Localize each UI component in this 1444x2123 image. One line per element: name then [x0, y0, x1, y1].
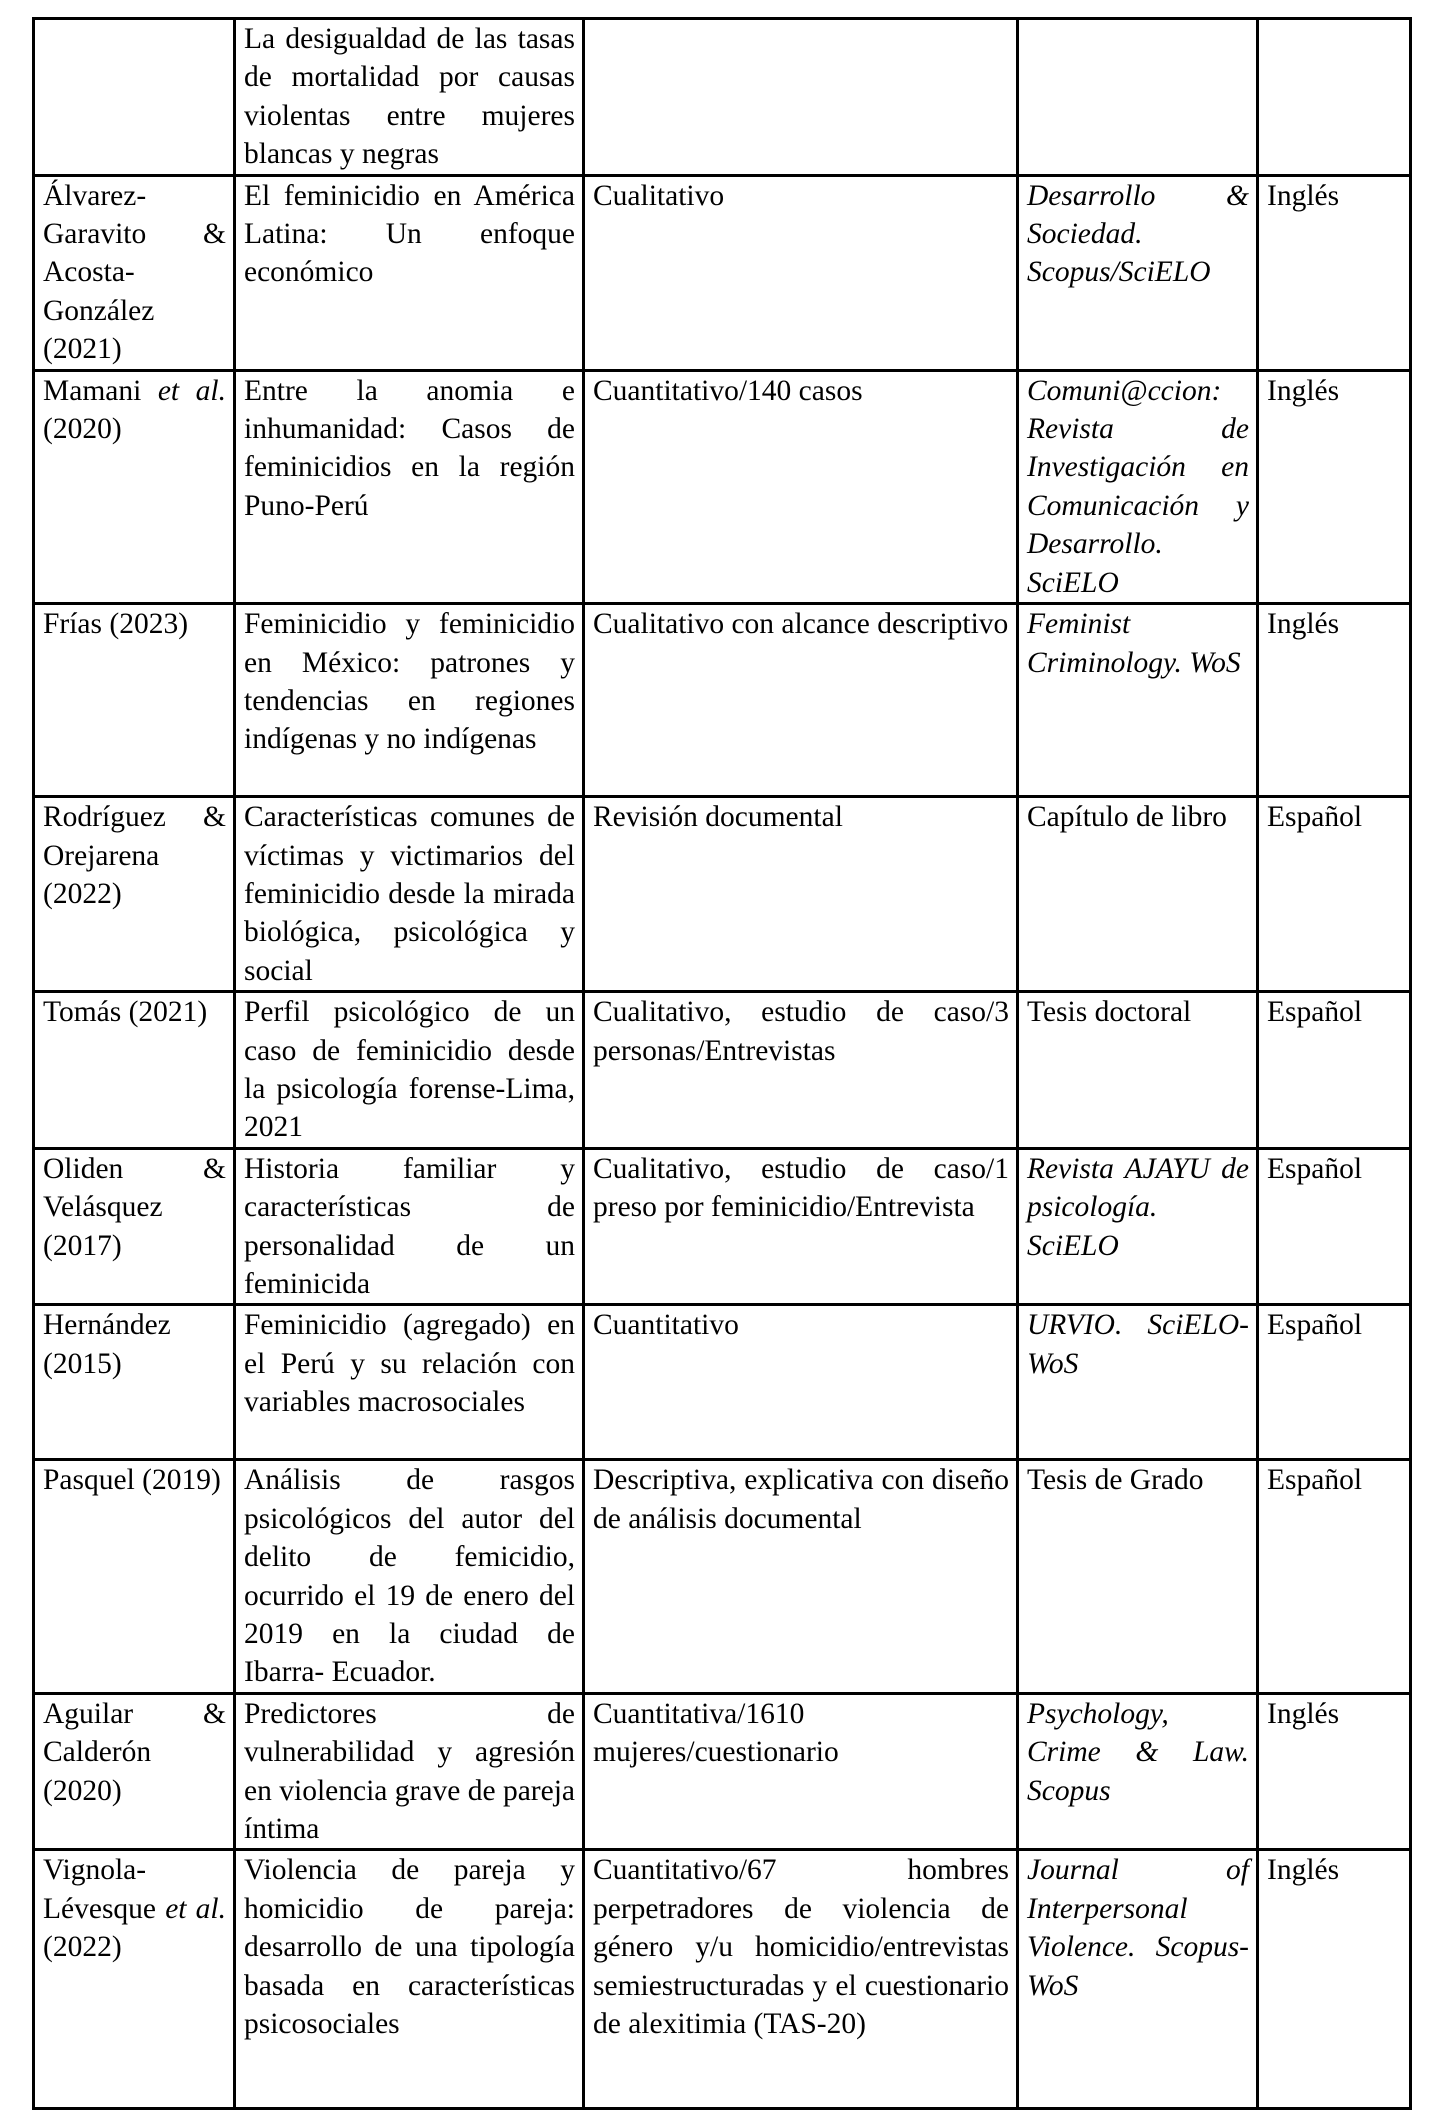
literature-review-table — [32, 17, 1412, 2110]
method-text: Cuantitativo/67 hombres perpetradores de violencia de género y/u homicidio/entrevistas semiestructuradas y el cuestionario de alexitimia (TAS-20) — [593, 1854, 1009, 2041]
method-text: Cualitativo, estudio de caso/3 personas/Entrevistas — [593, 996, 1009, 1067]
table-row — [34, 604, 1411, 797]
cell-author — [34, 1850, 235, 2109]
author-text: Mamani — [43, 374, 158, 407]
author-text: Tomás (2021) — [43, 996, 208, 1029]
cell-method — [584, 1850, 1018, 2109]
cell-language — [1258, 1460, 1411, 1693]
cell-author — [34, 797, 235, 992]
source-text: Comuni@ccion: Revista de Investigación en Comunicación y Desarrollo. SciELO — [1027, 374, 1249, 599]
language-text: Español — [1267, 801, 1363, 834]
author-text: Vignola-Lévesque — [43, 1854, 166, 1925]
title-text: El feminicidio en América Latina: Un enfoque económico — [244, 179, 575, 289]
source-text: Capítulo de libro — [1027, 801, 1227, 834]
table-row — [34, 19, 1411, 176]
method-text: Cualitativo, estudio de caso/1 preso por feminicidio/Entrevista — [593, 1152, 1009, 1224]
language-text: Inglés — [1267, 1854, 1340, 1887]
method-text: Cuantitativo/140 casos — [593, 374, 863, 407]
language-text: Español — [1267, 1152, 1363, 1185]
cell-source — [1018, 1148, 1258, 1305]
table-row — [34, 797, 1411, 992]
title-text: Feminicidio y feminicidio en México: patrones y tendencias en regiones indígenas y no indígenas — [244, 608, 575, 756]
source-text: Tesis de Grado — [1027, 1464, 1204, 1497]
table-row — [34, 1460, 1411, 1693]
language-text: Inglés — [1267, 608, 1340, 641]
cell-language — [1258, 604, 1411, 797]
author-text: Pasquel (2019) — [43, 1464, 221, 1497]
cell-title — [235, 992, 584, 1149]
cell-language — [1258, 1148, 1411, 1305]
source-text: URVIO. SciELO-WoS — [1027, 1309, 1249, 1380]
cell-source — [1018, 1460, 1258, 1693]
language-text: Español — [1267, 996, 1363, 1029]
title-text: Violencia de pareja y homicidio de pareja: desarrollo de una tipología basada en características psicosociales — [244, 1854, 575, 2041]
language-text: Español — [1267, 1309, 1363, 1342]
cell-source — [1018, 370, 1258, 603]
cell-method — [584, 604, 1018, 797]
cell-title — [235, 1148, 584, 1305]
cell-method — [584, 1148, 1018, 1305]
cell-title — [235, 1850, 584, 2109]
author-text: Oliden & Velásquez (2017) — [43, 1152, 226, 1262]
cell-language — [1258, 992, 1411, 1149]
method-text: Cuantitativa/1610 mujeres/cuestionario — [593, 1697, 839, 1769]
cell-language — [1258, 370, 1411, 603]
table-row — [34, 1850, 1411, 2109]
language-text: Inglés — [1267, 1697, 1340, 1730]
cell-method — [584, 370, 1018, 603]
table-row — [34, 175, 1411, 370]
cell-language — [1258, 19, 1411, 176]
cell-language — [1258, 797, 1411, 992]
cell-language — [1258, 175, 1411, 370]
cell-method — [584, 1460, 1018, 1693]
cell-method — [584, 992, 1018, 1149]
source-text: Feminist Criminology. WoS — [1027, 608, 1241, 679]
author-year-text: (2020) — [43, 413, 122, 446]
cell-title — [235, 175, 584, 370]
cell-source — [1018, 19, 1258, 176]
cell-source — [1018, 1305, 1258, 1460]
cell-author — [34, 1693, 235, 1850]
language-text: Inglés — [1267, 374, 1340, 407]
cell-source — [1018, 175, 1258, 370]
cell-title — [235, 19, 584, 176]
cell-author — [34, 1305, 235, 1460]
table-row — [34, 370, 1411, 603]
cell-language — [1258, 1850, 1411, 2109]
method-text: Revisión documental — [593, 801, 843, 834]
title-text: La desigualdad de las tasas de mortalidad por causas violentas entre mujeres blancas y negras — [244, 23, 575, 171]
author-text: Álvarez-Garavito & Acosta-González (2021) — [43, 179, 226, 366]
author-text: Frías (2023) — [43, 608, 189, 641]
table-row — [34, 1693, 1411, 1850]
et-al-text: et al. — [165, 1892, 226, 1925]
cell-method — [584, 19, 1018, 176]
source-text: Psychology, Crime & Law. Scopus — [1027, 1697, 1249, 1807]
cell-title — [235, 1460, 584, 1693]
cell-title — [235, 1305, 584, 1460]
title-text: Perfil psicológico de un caso de feminicidio desde la psicología forense-Lima, 2021 — [244, 996, 575, 1144]
cell-author — [34, 604, 235, 797]
cell-source — [1018, 992, 1258, 1149]
source-text: Revista AJAYU de psicología. SciELO — [1027, 1152, 1249, 1262]
author-text: Hernández (2015) — [43, 1309, 171, 1380]
cell-author — [34, 370, 235, 603]
title-text: Feminicidio (agregado) en el Perú y su relación con variables macrosociales — [244, 1309, 575, 1419]
method-text: Cuantitativo — [593, 1309, 739, 1342]
cell-author — [34, 1460, 235, 1693]
title-text: Predictores de vulnerabilidad y agresión en violencia grave de pareja íntima — [244, 1697, 575, 1846]
cell-author — [34, 19, 235, 176]
cell-language — [1258, 1693, 1411, 1850]
source-text: Tesis doctoral — [1027, 996, 1192, 1029]
cell-source — [1018, 797, 1258, 992]
cell-method — [584, 175, 1018, 370]
author-text: Aguilar & Calderón (2020) — [43, 1697, 226, 1807]
cell-source — [1018, 1693, 1258, 1850]
cell-language — [1258, 1305, 1411, 1460]
cell-author — [34, 175, 235, 370]
table-row — [34, 1148, 1411, 1305]
cell-method — [584, 1693, 1018, 1850]
title-text: Características comunes de víctimas y victimarios del feminicidio desde la mirada biológica, psicológica y social — [244, 801, 575, 987]
cell-source — [1018, 1850, 1258, 2109]
method-text: Cualitativo con alcance descriptivo — [593, 608, 1009, 641]
language-text: Español — [1267, 1464, 1363, 1497]
cell-method — [584, 1305, 1018, 1460]
cell-author — [34, 1148, 235, 1305]
cell-title — [235, 604, 584, 797]
cell-title — [235, 370, 584, 603]
cell-author — [34, 992, 235, 1149]
cell-source — [1018, 604, 1258, 797]
cell-title — [235, 1693, 584, 1850]
cell-method — [584, 797, 1018, 992]
source-text: Desarrollo & Sociedad. Scopus/SciELO — [1027, 179, 1249, 289]
et-al-text: et al. — [157, 374, 226, 407]
title-text: Entre la anomia e inhumanidad: Casos de feminicidios en la región Puno-Perú — [244, 374, 575, 522]
language-text: Inglés — [1267, 179, 1340, 212]
author-text: Rodríguez & Orejarena (2022) — [43, 801, 226, 910]
cell-title — [235, 797, 584, 992]
table-row — [34, 992, 1411, 1149]
source-text: Journal of Interpersonal Violence. Scopus-WoS — [1027, 1854, 1249, 2002]
title-text: Análisis de rasgos psicológicos del autor del delito de femicidio, ocurrido el 19 de enero del 2019 en la ciudad de Ibarra- Ecuador. — [244, 1464, 575, 1689]
author-year-text: (2022) — [43, 1931, 122, 1964]
method-text: Cualitativo — [593, 179, 725, 212]
method-text: Descriptiva, explicativa con diseño de análisis documental — [593, 1464, 1009, 1535]
table-row — [34, 1305, 1411, 1460]
title-text: Historia familiar y características de personalidad de un feminicida — [244, 1152, 575, 1300]
